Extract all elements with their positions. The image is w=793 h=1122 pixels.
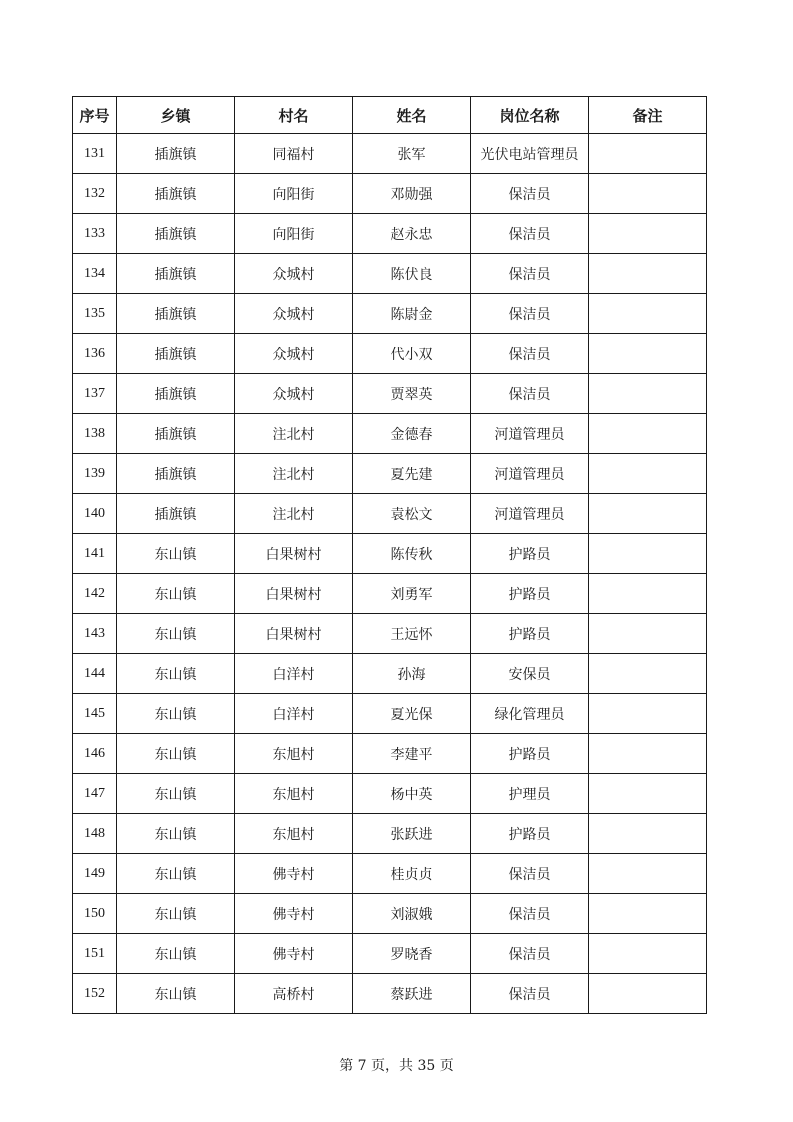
cell-town: 东山镇 [117, 534, 235, 574]
cell-village: 佛寺村 [235, 934, 353, 974]
cell-remarks [589, 414, 707, 454]
cell-town: 东山镇 [117, 694, 235, 734]
cell-name: 蔡跃进 [353, 974, 471, 1014]
cell-position: 绿化管理员 [471, 694, 589, 734]
cell-position: 保洁员 [471, 254, 589, 294]
cell-town: 东山镇 [117, 614, 235, 654]
header-name: 姓名 [353, 97, 471, 134]
table-row [73, 334, 707, 374]
cell-index: 141 [73, 534, 117, 574]
cell-village: 白果树村 [235, 614, 353, 654]
cell-town: 插旗镇 [117, 414, 235, 454]
cell-town: 东山镇 [117, 574, 235, 614]
page-footer: 第 7 页，共 35 页 [339, 1058, 454, 1074]
cell-position: 保洁员 [471, 294, 589, 334]
cell-village: 高桥村 [235, 974, 353, 1014]
cell-position: 保洁员 [471, 934, 589, 974]
cell-village: 注北村 [235, 454, 353, 494]
cell-position: 安保员 [471, 654, 589, 694]
table-row [73, 894, 707, 934]
table-row [73, 734, 707, 774]
cell-position: 保洁员 [471, 854, 589, 894]
header-position: 岗位名称 [471, 97, 589, 134]
cell-village: 白果树村 [235, 534, 353, 574]
cell-position: 河道管理员 [471, 494, 589, 534]
cell-index: 144 [73, 654, 117, 694]
cell-village: 佛寺村 [235, 894, 353, 934]
cell-town: 插旗镇 [117, 374, 235, 414]
cell-position: 护理员 [471, 774, 589, 814]
cell-index: 143 [73, 614, 117, 654]
cell-name: 张跃进 [353, 814, 471, 854]
cell-index: 147 [73, 774, 117, 814]
cell-remarks [589, 774, 707, 814]
cell-remarks [589, 534, 707, 574]
cell-remarks [589, 254, 707, 294]
cell-village: 白果树村 [235, 574, 353, 614]
cell-remarks [589, 934, 707, 974]
cell-village: 向阳街 [235, 214, 353, 254]
cell-village: 向阳街 [235, 174, 353, 214]
cell-position: 光伏电站管理员 [471, 134, 589, 174]
cell-index: 149 [73, 854, 117, 894]
cell-name: 孙海 [353, 654, 471, 694]
table-row [73, 494, 707, 534]
cell-name: 夏先建 [353, 454, 471, 494]
cell-remarks [589, 294, 707, 334]
cell-index: 133 [73, 214, 117, 254]
cell-town: 东山镇 [117, 654, 235, 694]
cell-index: 146 [73, 734, 117, 774]
table-row [73, 174, 707, 214]
cell-village: 佛寺村 [235, 854, 353, 894]
cell-remarks [589, 134, 707, 174]
cell-remarks [589, 894, 707, 934]
cell-remarks [589, 374, 707, 414]
cell-position: 保洁员 [471, 374, 589, 414]
cell-index: 152 [73, 974, 117, 1014]
cell-remarks [589, 694, 707, 734]
cell-town: 插旗镇 [117, 494, 235, 534]
table-row [73, 654, 707, 694]
cell-remarks [589, 454, 707, 494]
cell-remarks [589, 574, 707, 614]
cell-town: 插旗镇 [117, 134, 235, 174]
cell-index: 132 [73, 174, 117, 214]
cell-name: 刘勇军 [353, 574, 471, 614]
cell-town: 东山镇 [117, 814, 235, 854]
cell-index: 138 [73, 414, 117, 454]
cell-name: 陈伏良 [353, 254, 471, 294]
cell-position: 护路员 [471, 734, 589, 774]
cell-position: 保洁员 [471, 334, 589, 374]
cell-town: 插旗镇 [117, 174, 235, 214]
table-row [73, 374, 707, 414]
cell-index: 131 [73, 134, 117, 174]
cell-name: 陈传秋 [353, 534, 471, 574]
cell-remarks [589, 614, 707, 654]
cell-town: 东山镇 [117, 774, 235, 814]
table-row [73, 294, 707, 334]
cell-position: 保洁员 [471, 894, 589, 934]
cell-village: 众城村 [235, 254, 353, 294]
cell-village: 众城村 [235, 294, 353, 334]
cell-town: 东山镇 [117, 974, 235, 1014]
table-row [73, 414, 707, 454]
cell-position: 护路员 [471, 534, 589, 574]
cell-index: 139 [73, 454, 117, 494]
cell-name: 杨中英 [353, 774, 471, 814]
cell-position: 护路员 [471, 814, 589, 854]
cell-name: 桂贞贞 [353, 854, 471, 894]
header-row [73, 97, 707, 134]
cell-index: 134 [73, 254, 117, 294]
table-row [73, 694, 707, 734]
cell-name: 夏光保 [353, 694, 471, 734]
table-row [73, 814, 707, 854]
cell-town: 插旗镇 [117, 294, 235, 334]
cell-index: 150 [73, 894, 117, 934]
cell-index: 151 [73, 934, 117, 974]
cell-position: 护路员 [471, 614, 589, 654]
cell-name: 刘淑娥 [353, 894, 471, 934]
cell-remarks [589, 814, 707, 854]
cell-remarks [589, 334, 707, 374]
table-body [73, 134, 707, 1014]
cell-town: 插旗镇 [117, 214, 235, 254]
cell-town: 东山镇 [117, 854, 235, 894]
cell-town: 插旗镇 [117, 454, 235, 494]
cell-position: 河道管理员 [471, 414, 589, 454]
cell-name: 李建平 [353, 734, 471, 774]
header-remarks: 备注 [589, 97, 707, 134]
cell-town: 东山镇 [117, 894, 235, 934]
cell-village: 众城村 [235, 334, 353, 374]
table-row [73, 774, 707, 814]
header-index: 序号 [73, 97, 117, 134]
cell-index: 145 [73, 694, 117, 734]
cell-name: 代小双 [353, 334, 471, 374]
cell-name: 邓勋强 [353, 174, 471, 214]
table-row [73, 854, 707, 894]
cell-village: 众城村 [235, 374, 353, 414]
cell-village: 白洋村 [235, 654, 353, 694]
table-row [73, 534, 707, 574]
cell-remarks [589, 654, 707, 694]
cell-index: 135 [73, 294, 117, 334]
cell-name: 陈尉金 [353, 294, 471, 334]
cell-position: 保洁员 [471, 974, 589, 1014]
cell-village: 东旭村 [235, 734, 353, 774]
cell-village: 注北村 [235, 414, 353, 454]
cell-town: 东山镇 [117, 734, 235, 774]
cell-name: 贾翠英 [353, 374, 471, 414]
table-row [73, 214, 707, 254]
table-row [73, 614, 707, 654]
cell-town: 插旗镇 [117, 334, 235, 374]
table-row [73, 454, 707, 494]
cell-position: 保洁员 [471, 174, 589, 214]
cell-name: 张军 [353, 134, 471, 174]
cell-town: 东山镇 [117, 934, 235, 974]
cell-name: 赵永忠 [353, 214, 471, 254]
personnel-table [72, 96, 707, 1014]
cell-name: 罗晓香 [353, 934, 471, 974]
table-row [73, 134, 707, 174]
cell-name: 袁松文 [353, 494, 471, 534]
cell-remarks [589, 734, 707, 774]
table-row [73, 974, 707, 1014]
cell-position: 护路员 [471, 574, 589, 614]
cell-index: 148 [73, 814, 117, 854]
cell-remarks [589, 974, 707, 1014]
cell-village: 同福村 [235, 134, 353, 174]
table-header [73, 97, 707, 134]
cell-remarks [589, 174, 707, 214]
header-village: 村名 [235, 97, 353, 134]
header-town: 乡镇 [117, 97, 235, 134]
cell-name: 金德春 [353, 414, 471, 454]
cell-village: 白洋村 [235, 694, 353, 734]
cell-remarks [589, 854, 707, 894]
cell-index: 137 [73, 374, 117, 414]
cell-village: 东旭村 [235, 774, 353, 814]
cell-index: 140 [73, 494, 117, 534]
table-row [73, 934, 707, 974]
cell-village: 东旭村 [235, 814, 353, 854]
table-row [73, 574, 707, 614]
cell-remarks [589, 214, 707, 254]
cell-town: 插旗镇 [117, 254, 235, 294]
cell-position: 河道管理员 [471, 454, 589, 494]
cell-village: 注北村 [235, 494, 353, 534]
cell-remarks [589, 494, 707, 534]
cell-index: 136 [73, 334, 117, 374]
table-row [73, 254, 707, 294]
cell-name: 王远怀 [353, 614, 471, 654]
cell-position: 保洁员 [471, 214, 589, 254]
cell-index: 142 [73, 574, 117, 614]
